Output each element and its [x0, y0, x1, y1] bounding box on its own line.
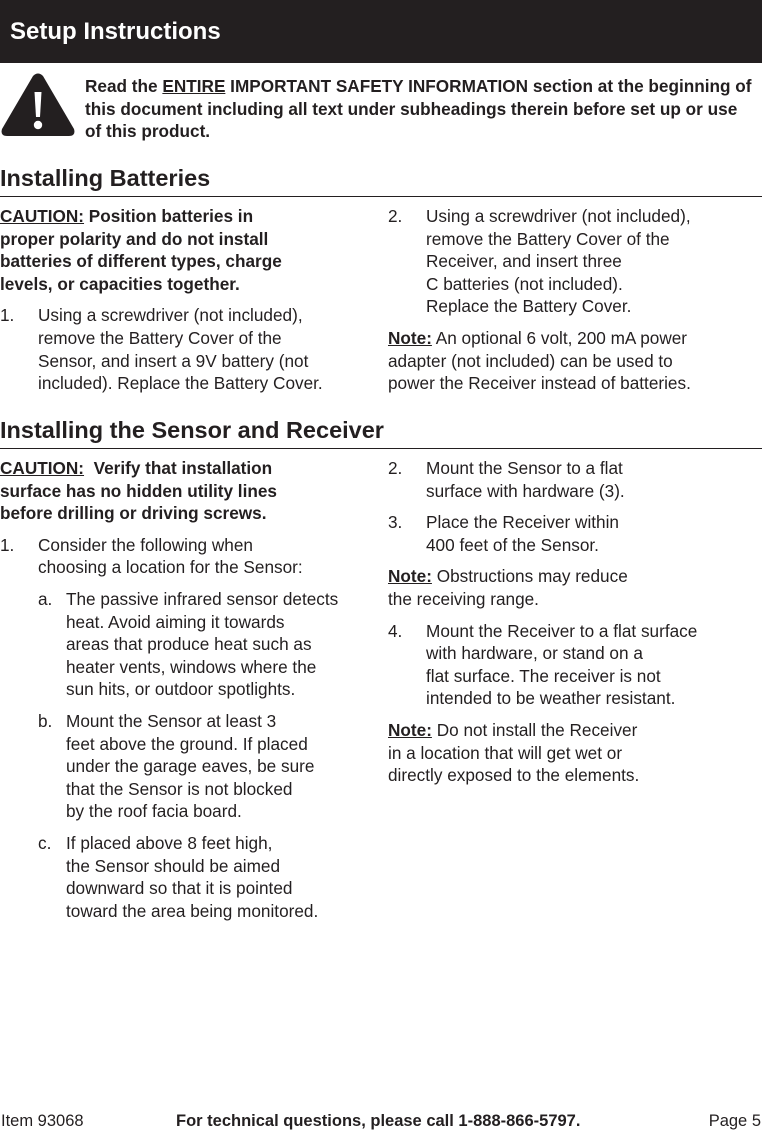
warning-prefix: Read the: [85, 76, 163, 96]
page-number: Page 5: [708, 1112, 761, 1130]
step-line: 400 feet of the Sensor.: [426, 534, 599, 555]
caution-line: Verify that installation: [84, 458, 273, 478]
step-line: choosing a location for the Sensor:: [38, 557, 303, 578]
caution-line: Position batteries in: [84, 206, 254, 226]
sensor-substep-b: [38, 710, 372, 823]
substep-letter: c.: [38, 832, 52, 853]
note-label: Note:: [388, 327, 432, 348]
caution-line: levels, or capacities together.: [0, 273, 240, 294]
substep-line: sun hits, or outdoor spotlights.: [66, 679, 296, 700]
warning-emphasis: ENTIRE: [162, 76, 226, 96]
substep-line: The passive infrared sensor detects: [66, 588, 339, 609]
step-line: Consider the following when: [38, 534, 253, 555]
step-line: Place the Receiver within: [426, 512, 619, 533]
note-line: the receiving range.: [388, 588, 539, 609]
substep-line: under the garage eaves, be sure: [66, 756, 315, 777]
sensor-right-column: [388, 457, 760, 787]
substep-line: If placed above 8 feet high,: [66, 832, 273, 853]
substep-line: heat. Avoid aiming it towards: [66, 611, 285, 632]
section-divider: [0, 448, 762, 449]
substep-line: heater vents, windows where the: [66, 656, 317, 677]
substep-letter: b.: [38, 710, 53, 731]
batteries-note: [388, 327, 760, 395]
batteries-right-column: [388, 205, 760, 395]
note-label: Note:: [388, 566, 432, 587]
sensor-note-range: [388, 565, 760, 610]
sensor-step-1: [0, 534, 372, 923]
caution-label: CAUTION:: [0, 206, 85, 226]
step-number: 2.: [388, 206, 403, 226]
step-line: with hardware, or stand on a: [426, 643, 643, 664]
step-line: flat surface. The receiver is not: [426, 665, 661, 686]
batteries-left-column: [0, 205, 370, 395]
caution-line: before drilling or driving screws.: [0, 503, 267, 524]
step-number: 1.: [0, 305, 15, 326]
note-line: Do not install the Receiver: [431, 719, 638, 740]
warning-suffix: IMPORTANT SAFETY INFORMATION section at the beginning of this document including all text under subheadings therein before set up or use of this product.: [85, 76, 752, 142]
substep-line: that the Sensor is not blocked: [66, 778, 293, 799]
sensor-substep-a: [38, 588, 372, 701]
step-line: Replace the Battery Cover.: [426, 296, 632, 317]
substep-line: areas that produce heat such as: [66, 634, 312, 655]
note-line: power the Receiver instead of batteries.: [388, 373, 691, 394]
batteries-step-1: [0, 304, 370, 394]
safety-warning-text: [85, 75, 755, 143]
step-line: remove the Battery Cover of the: [38, 327, 282, 348]
substep-line: by the roof facia board.: [66, 801, 242, 822]
page-footer: [0, 1110, 762, 1134]
section-header-bar: [0, 0, 762, 63]
item-number: Item 93068: [1, 1112, 84, 1130]
substep-line: Mount the Sensor at least 3: [66, 710, 277, 731]
sensor-step-2: [388, 457, 760, 502]
warning-triangle-icon: [0, 72, 76, 138]
step-line: Sensor, and insert a 9V battery (not: [38, 350, 309, 371]
sensor-substep-c: [38, 832, 372, 922]
step-line: Using a screwdriver (not included),: [426, 206, 691, 226]
note-line: An optional 6 volt, 200 mA power: [431, 327, 688, 348]
note-line: Obstructions may reduce: [431, 566, 628, 587]
sensor-step-4: [388, 620, 760, 710]
sensor-note-weather: [388, 719, 760, 787]
tech-support-line: For technical questions, please call 1-888-866-5797.: [176, 1112, 581, 1130]
caution-line: batteries of different types, charge: [0, 251, 282, 272]
caution-line: proper polarity and do not install: [0, 228, 269, 249]
sensor-left-column: [0, 457, 372, 922]
caution-label: CAUTION:: [0, 458, 85, 478]
section-divider: [0, 196, 762, 197]
step-line: surface with hardware (3).: [426, 480, 625, 501]
sensor-step-3: [388, 511, 760, 556]
note-label: Note:: [388, 719, 432, 740]
batteries-step-2: [388, 205, 760, 318]
note-line: in a location that will get wet or: [388, 742, 623, 763]
step-line: C batteries (not included).: [426, 273, 623, 294]
substep-line: feet above the ground. If placed: [66, 733, 308, 754]
substep-line: toward the area being monitored.: [66, 900, 319, 921]
step-number: 1.: [0, 534, 15, 555]
step-line: remove the Battery Cover of the: [426, 228, 670, 249]
substep-line: the Sensor should be aimed: [66, 855, 281, 876]
substep-letter: a.: [38, 588, 53, 609]
step-line: included). Replace the Battery Cover.: [38, 373, 323, 394]
step-line: intended to be weather resistant.: [426, 688, 676, 709]
step-line: Receiver, and insert three: [426, 251, 622, 272]
step-line: Mount the Receiver to a flat surface: [426, 620, 698, 641]
sensor-caution: [0, 457, 372, 525]
section-title-sensor: Installing the Sensor and Receiver: [0, 417, 384, 443]
step-number: 2.: [388, 458, 403, 478]
step-line: Mount the Sensor to a flat: [426, 458, 623, 478]
substep-line: downward so that it is pointed: [66, 878, 293, 899]
page-title: Setup Instructions: [10, 18, 221, 45]
step-number: 3.: [388, 512, 403, 533]
step-number: 4.: [388, 620, 403, 641]
section-title-batteries: Installing Batteries: [0, 165, 211, 191]
note-line: directly exposed to the elements.: [388, 765, 640, 786]
batteries-caution: [0, 205, 370, 295]
step-line: Using a screwdriver (not included),: [38, 305, 303, 326]
caution-line: surface has no hidden utility lines: [0, 480, 277, 501]
note-line: adapter (not included) can be used to: [388, 350, 673, 371]
